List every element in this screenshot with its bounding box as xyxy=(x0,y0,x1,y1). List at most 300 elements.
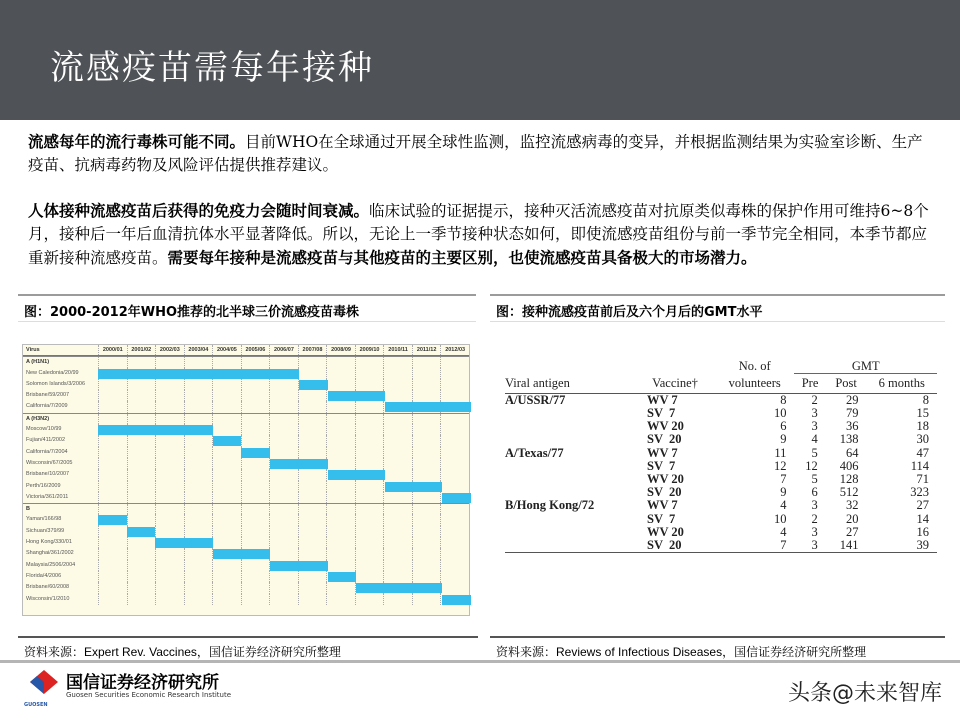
season-tick-label: 2005/06 xyxy=(241,345,270,355)
grid-cell xyxy=(155,514,184,525)
col-6months: 6 months xyxy=(878,376,925,390)
vaccine-cell: SV 7 xyxy=(647,511,676,526)
grid-cell xyxy=(155,492,184,503)
strain-row xyxy=(23,469,469,480)
grid-cell xyxy=(241,458,270,469)
grid-cell xyxy=(184,414,213,424)
grid-cell xyxy=(412,368,441,379)
grid-cell xyxy=(383,594,412,605)
grid-cell xyxy=(326,458,355,469)
grid-cell xyxy=(355,414,384,424)
grid-cell xyxy=(241,571,270,582)
6months-cell: 47 xyxy=(916,445,929,460)
grid-cell xyxy=(269,514,298,525)
grid-cell xyxy=(98,357,127,367)
header-band xyxy=(0,0,960,120)
grid-cell xyxy=(212,492,241,503)
grid-cell xyxy=(412,414,441,424)
grid-cell xyxy=(184,357,213,367)
grid-cell xyxy=(412,492,441,503)
grid-cell xyxy=(383,469,412,480)
grid-cell xyxy=(440,424,469,435)
strain-label: Yaman/166/98 xyxy=(26,516,62,523)
post-cell: 36 xyxy=(846,419,859,434)
grid-cell xyxy=(412,571,441,582)
grid-cell xyxy=(212,504,241,514)
grid-cell xyxy=(412,560,441,571)
strain-bar xyxy=(213,436,242,446)
grid-cell xyxy=(127,390,156,401)
grid-cell xyxy=(383,514,412,525)
grid-cell xyxy=(383,379,412,390)
grid-cell xyxy=(98,571,127,582)
grid-cell xyxy=(269,504,298,514)
grid-cell xyxy=(355,435,384,446)
grid-cell xyxy=(212,390,241,401)
grid-cell xyxy=(127,401,156,412)
strain-bar xyxy=(385,482,442,492)
strain-label: Perth/16/2009 xyxy=(26,482,61,489)
season-tick-label: 2000/01 xyxy=(98,345,127,355)
strain-bar xyxy=(299,380,328,390)
grid-cell xyxy=(326,379,355,390)
grid-cell xyxy=(298,368,327,379)
grid-cell xyxy=(383,526,412,537)
strain-row xyxy=(23,458,469,469)
group-label: B xyxy=(26,506,30,513)
grid-cell xyxy=(155,582,184,593)
grid-cell xyxy=(127,357,156,367)
grid-cell xyxy=(184,526,213,537)
grid-cell xyxy=(184,458,213,469)
grid-cell xyxy=(298,414,327,424)
grid-cell xyxy=(326,537,355,548)
grid-cell xyxy=(355,548,384,559)
pre-cell: 3 xyxy=(811,406,818,421)
grid-cell xyxy=(440,571,469,582)
grid-cell xyxy=(355,357,384,367)
col-gmt: GMT xyxy=(794,360,937,374)
pre-cell: 5 xyxy=(811,445,818,460)
grid-cell xyxy=(326,447,355,458)
table-row xyxy=(505,539,937,553)
grid-cell xyxy=(440,537,469,548)
6months-cell: 39 xyxy=(916,537,929,552)
season-tick-label: 2003/04 xyxy=(184,345,213,355)
strain-row xyxy=(23,594,469,605)
strain-bar xyxy=(270,459,327,469)
strain-bar xyxy=(127,527,156,537)
6months-cell: 14 xyxy=(916,511,929,526)
grid-cell xyxy=(412,458,441,469)
grid-cell xyxy=(355,492,384,503)
grid-cell xyxy=(155,435,184,446)
grid-cell xyxy=(127,504,156,514)
grid-cell xyxy=(269,537,298,548)
volunteers-cell: 11 xyxy=(774,445,787,460)
strain-label: Wisconsin/67/2005 xyxy=(26,459,73,466)
strain-bar xyxy=(328,391,385,401)
grid-cell xyxy=(298,526,327,537)
vaccine-cell: WV 7 xyxy=(647,498,678,513)
grid-cell xyxy=(127,379,156,390)
vaccine-cell: WV 20 xyxy=(647,419,684,434)
grid-cell xyxy=(212,357,241,367)
grid-cell xyxy=(355,537,384,548)
antigen-cell: A/USSR/77 xyxy=(505,393,566,407)
grid-cell xyxy=(298,390,327,401)
grid-cell xyxy=(383,504,412,514)
grid-cell xyxy=(212,560,241,571)
grid-cell xyxy=(298,514,327,525)
grid-cell xyxy=(412,379,441,390)
footer-divider xyxy=(0,660,960,663)
grid-cell xyxy=(127,481,156,492)
col-antigen: Viral antigen xyxy=(505,375,570,390)
grid-cell xyxy=(212,594,241,605)
paragraph-1 xyxy=(28,130,933,177)
pre-cell: 3 xyxy=(811,537,818,552)
antigen-cell xyxy=(505,420,635,433)
table-row xyxy=(505,513,937,526)
antigen-cell xyxy=(505,473,635,486)
strain-label: New Caledonia/20/99 xyxy=(26,369,79,376)
grid-cell xyxy=(98,526,127,537)
volunteers-cell: 7 xyxy=(780,537,787,552)
strain-row xyxy=(23,481,469,492)
antigen-cell xyxy=(505,513,635,526)
grid-cell xyxy=(212,526,241,537)
grid-cell xyxy=(412,504,441,514)
grid-cell xyxy=(383,390,412,401)
grid-cell xyxy=(155,560,184,571)
table-row xyxy=(505,526,937,539)
grid-cell xyxy=(355,571,384,582)
grid-cell xyxy=(241,481,270,492)
p2-text: 临床试验的证据提示，接种灭活流感疫苗对抗原类似毒株的保护作用可维持6~8个月，接种后一年后血清抗体水平显著降低。所以，无论上一季节接种状态如何，即使流感疫苗组份与前一季节完全相同，本季节都应重新接种流感疫苗。 xyxy=(28,202,929,267)
table-row xyxy=(505,486,937,499)
volunteers-cell: 9 xyxy=(780,485,787,500)
grid-cell xyxy=(98,481,127,492)
strain-row xyxy=(23,492,469,503)
grid-cell xyxy=(440,560,469,571)
strain-row xyxy=(23,390,469,401)
6months-cell: 114 xyxy=(910,458,929,473)
grid-cell xyxy=(383,357,412,367)
grid-cell xyxy=(184,492,213,503)
grid-cell xyxy=(440,526,469,537)
grid-cell xyxy=(298,571,327,582)
strain-row xyxy=(23,435,469,446)
grid-cell xyxy=(326,435,355,446)
strain-label: California/7/2009 xyxy=(26,403,68,410)
strain-label: California/7/2004 xyxy=(26,448,68,455)
grid-cell xyxy=(355,379,384,390)
grid-cell xyxy=(383,548,412,559)
grid-cell xyxy=(269,447,298,458)
pre-cell: 2 xyxy=(811,511,818,526)
grid-cell xyxy=(355,594,384,605)
grid-cell xyxy=(127,537,156,548)
grid-cell xyxy=(155,548,184,559)
grid-cell xyxy=(298,481,327,492)
grid-cell xyxy=(98,435,127,446)
grid-cell xyxy=(326,424,355,435)
grid-cell xyxy=(269,571,298,582)
grid-cell xyxy=(326,526,355,537)
grid-cell xyxy=(269,594,298,605)
grid-cell xyxy=(212,571,241,582)
grid-cell xyxy=(355,481,384,492)
grid-cell xyxy=(440,435,469,446)
6months-cell: 8 xyxy=(922,393,929,407)
post-cell: 32 xyxy=(846,498,859,513)
post-cell: 512 xyxy=(839,485,859,500)
grid-cell xyxy=(127,548,156,559)
6months-cell: 323 xyxy=(910,485,929,500)
grid-cell xyxy=(355,526,384,537)
grid-cell xyxy=(269,390,298,401)
grid-cell xyxy=(298,594,327,605)
strain-label: Brisbane/59/2007 xyxy=(26,392,70,399)
grid-cell xyxy=(127,469,156,480)
strain-bar xyxy=(213,549,270,559)
right-source: 资料来源：Reviews of Infectious Diseases，国信证券经济研究所整理 xyxy=(490,636,945,660)
grid-cell xyxy=(383,368,412,379)
grid-cell xyxy=(412,537,441,548)
antigen-cell: B/Hong Kong/72 xyxy=(505,498,595,513)
grid-cell xyxy=(440,390,469,401)
grid-cell xyxy=(127,514,156,525)
group-row xyxy=(23,503,469,514)
strain-row xyxy=(23,560,469,571)
grid-cell xyxy=(355,401,384,412)
logo-cn: 国信证券经济研究所 xyxy=(66,673,219,693)
grid-cell xyxy=(155,526,184,537)
grid-cell xyxy=(383,424,412,435)
p2-bold-2: 需要每年接种是流感疫苗与其他疫苗的主要区别，也使流感疫苗具备极大的市场潜力。 xyxy=(167,248,757,267)
grid-cell xyxy=(212,458,241,469)
grid-cell xyxy=(440,368,469,379)
grid-cell xyxy=(326,514,355,525)
grid-cell xyxy=(440,414,469,424)
post-cell: 141 xyxy=(839,537,859,552)
grid-cell xyxy=(298,548,327,559)
grid-cell xyxy=(269,582,298,593)
strain-bar xyxy=(442,595,471,605)
page-title: 流感疫苗需每年接种 xyxy=(50,48,374,88)
grid-cell xyxy=(355,504,384,514)
grid-cell xyxy=(355,447,384,458)
volunteers-cell: 7 xyxy=(780,472,787,487)
grid-cell xyxy=(241,514,270,525)
strain-bar xyxy=(328,572,357,582)
grid-cell xyxy=(98,401,127,412)
grid-cell xyxy=(326,368,355,379)
group-label: A (H1N1) xyxy=(26,359,50,366)
grid-cell xyxy=(412,447,441,458)
strain-bar xyxy=(356,583,442,593)
strain-bar xyxy=(98,425,213,435)
grid-cell xyxy=(269,469,298,480)
6months-cell: 71 xyxy=(916,472,929,487)
strain-label: Moscow/10/99 xyxy=(26,426,62,433)
grid-cell xyxy=(241,390,270,401)
grid-cell xyxy=(298,424,327,435)
strain-bar xyxy=(328,470,385,480)
grid-cell xyxy=(298,447,327,458)
grid-cell xyxy=(127,594,156,605)
strain-bar xyxy=(385,402,471,412)
gmt-table xyxy=(505,360,937,553)
grid-cell xyxy=(326,594,355,605)
season-tick-label: 2004/05 xyxy=(212,345,241,355)
season-tick-label: 2002/03 xyxy=(155,345,184,355)
grid-cell xyxy=(241,469,270,480)
p1-text: 目前WHO在全球通过开展全球性监测，监控流感病毒的变异，并根据监测结果为实验室诊断、生产疫苗、抗病毒药物及风险评估提供推荐建议。 xyxy=(28,133,923,174)
season-tick-label: 2011/12 xyxy=(412,345,441,355)
grid-cell xyxy=(98,390,127,401)
strain-bar xyxy=(270,561,327,571)
grid-cell xyxy=(184,571,213,582)
table-row xyxy=(505,394,937,408)
volunteers-cell: 6 xyxy=(780,419,787,434)
grid-cell xyxy=(184,447,213,458)
season-tick-label: 2007/08 xyxy=(298,345,327,355)
table-row xyxy=(505,420,937,433)
grid-cell xyxy=(298,401,327,412)
grid-cell xyxy=(98,447,127,458)
grid-cell xyxy=(212,424,241,435)
grid-cell xyxy=(412,469,441,480)
6months-cell: 18 xyxy=(916,419,929,434)
grid-cell xyxy=(184,379,213,390)
pre-cell: 3 xyxy=(811,419,818,434)
grid-cell xyxy=(184,548,213,559)
grid-cell xyxy=(212,537,241,548)
grid-cell xyxy=(269,435,298,446)
grid-cell xyxy=(212,469,241,480)
antigen-cell xyxy=(505,407,635,420)
volunteers-cell: 9 xyxy=(780,432,787,447)
vaccine-cell: SV 7 xyxy=(647,458,676,473)
logo-mark: GUOSEN xyxy=(24,702,48,708)
table-row xyxy=(505,499,937,512)
strain-row xyxy=(23,368,469,379)
grid-cell xyxy=(412,390,441,401)
grid-cell xyxy=(412,435,441,446)
grid-cell xyxy=(241,492,270,503)
strain-bar xyxy=(241,448,270,458)
season-tick-label: 2001/02 xyxy=(127,345,156,355)
right-figure-caption: 图：接种流感疫苗前后及六个月后的GMT水平 xyxy=(490,294,945,322)
grid-cell xyxy=(155,504,184,514)
logo-en: Guosen Securities Economic Research Institute xyxy=(66,691,231,699)
grid-cell xyxy=(212,481,241,492)
grid-cell xyxy=(212,447,241,458)
left-source: 资料来源：Expert Rev. Vaccines，国信证券经济研究所整理 xyxy=(18,636,478,660)
grid-cell xyxy=(269,379,298,390)
volunteers-cell: 4 xyxy=(780,498,787,513)
grid-cell xyxy=(127,571,156,582)
col-volunteers-2: volunteers xyxy=(728,375,781,390)
grid-cell xyxy=(155,357,184,367)
antigen-cell xyxy=(505,539,635,553)
strain-label: Shanghai/361/2002 xyxy=(26,550,74,557)
vaccine-cell: WV 7 xyxy=(647,445,678,460)
post-cell: 64 xyxy=(846,445,859,460)
6months-cell: 15 xyxy=(916,406,929,421)
grid-cell xyxy=(440,458,469,469)
grid-cell xyxy=(184,504,213,514)
grid-cell xyxy=(241,504,270,514)
antigen-cell xyxy=(505,486,635,499)
strain-label: Brisbane/60/2008 xyxy=(26,584,70,591)
grid-cell xyxy=(155,390,184,401)
grid-cell xyxy=(326,414,355,424)
grid-cell xyxy=(127,492,156,503)
grid-cell xyxy=(383,414,412,424)
grid-cell xyxy=(98,504,127,514)
grid-cell xyxy=(383,537,412,548)
col-volunteers-1: No. of xyxy=(738,359,771,374)
strain-row xyxy=(23,424,469,435)
grid-cell xyxy=(269,401,298,412)
grid-cell xyxy=(98,492,127,503)
vaccine-cell: WV 20 xyxy=(647,472,684,487)
grid-cell xyxy=(241,379,270,390)
grid-cell xyxy=(383,571,412,582)
grid-cell xyxy=(355,458,384,469)
grid-cell xyxy=(269,548,298,559)
grid-cell xyxy=(155,414,184,424)
grid-cell xyxy=(184,594,213,605)
strain-label: Brisbane/10/2007 xyxy=(26,471,70,478)
season-tick-label: 2012/03 xyxy=(440,345,469,355)
grid-cell xyxy=(298,582,327,593)
grid-cell xyxy=(98,414,127,424)
vaccine-cell: SV 7 xyxy=(647,406,676,421)
grid-cell xyxy=(212,514,241,525)
grid-cell xyxy=(98,469,127,480)
group-label: A (H3N2) xyxy=(26,415,50,422)
paragraph-2 xyxy=(28,199,933,270)
pre-cell: 3 xyxy=(811,498,818,513)
6months-cell: 16 xyxy=(916,524,929,539)
grid-cell xyxy=(241,357,270,367)
pre-cell: 4 xyxy=(811,432,818,447)
grid-cell xyxy=(355,424,384,435)
strain-label: Victoria/361/2011 xyxy=(26,493,69,500)
grid-cell xyxy=(355,560,384,571)
grid-cell xyxy=(298,537,327,548)
pre-cell: 2 xyxy=(811,393,818,407)
post-cell: 138 xyxy=(839,432,859,447)
6months-cell: 30 xyxy=(916,432,929,447)
grid-cell xyxy=(155,469,184,480)
grid-cell xyxy=(241,414,270,424)
grid-cell xyxy=(412,526,441,537)
volunteers-cell: 4 xyxy=(780,524,787,539)
grid-cell xyxy=(412,594,441,605)
left-figure-caption: 图：2000-2012年WHO推荐的北半球三价流感疫苗毒株 xyxy=(18,294,476,322)
table-row xyxy=(505,447,937,460)
strain-bar xyxy=(98,369,299,379)
grid-cell xyxy=(412,357,441,367)
volunteers-cell: 10 xyxy=(773,511,787,526)
grid-cell xyxy=(155,594,184,605)
vaccine-cell: WV 20 xyxy=(647,524,684,539)
